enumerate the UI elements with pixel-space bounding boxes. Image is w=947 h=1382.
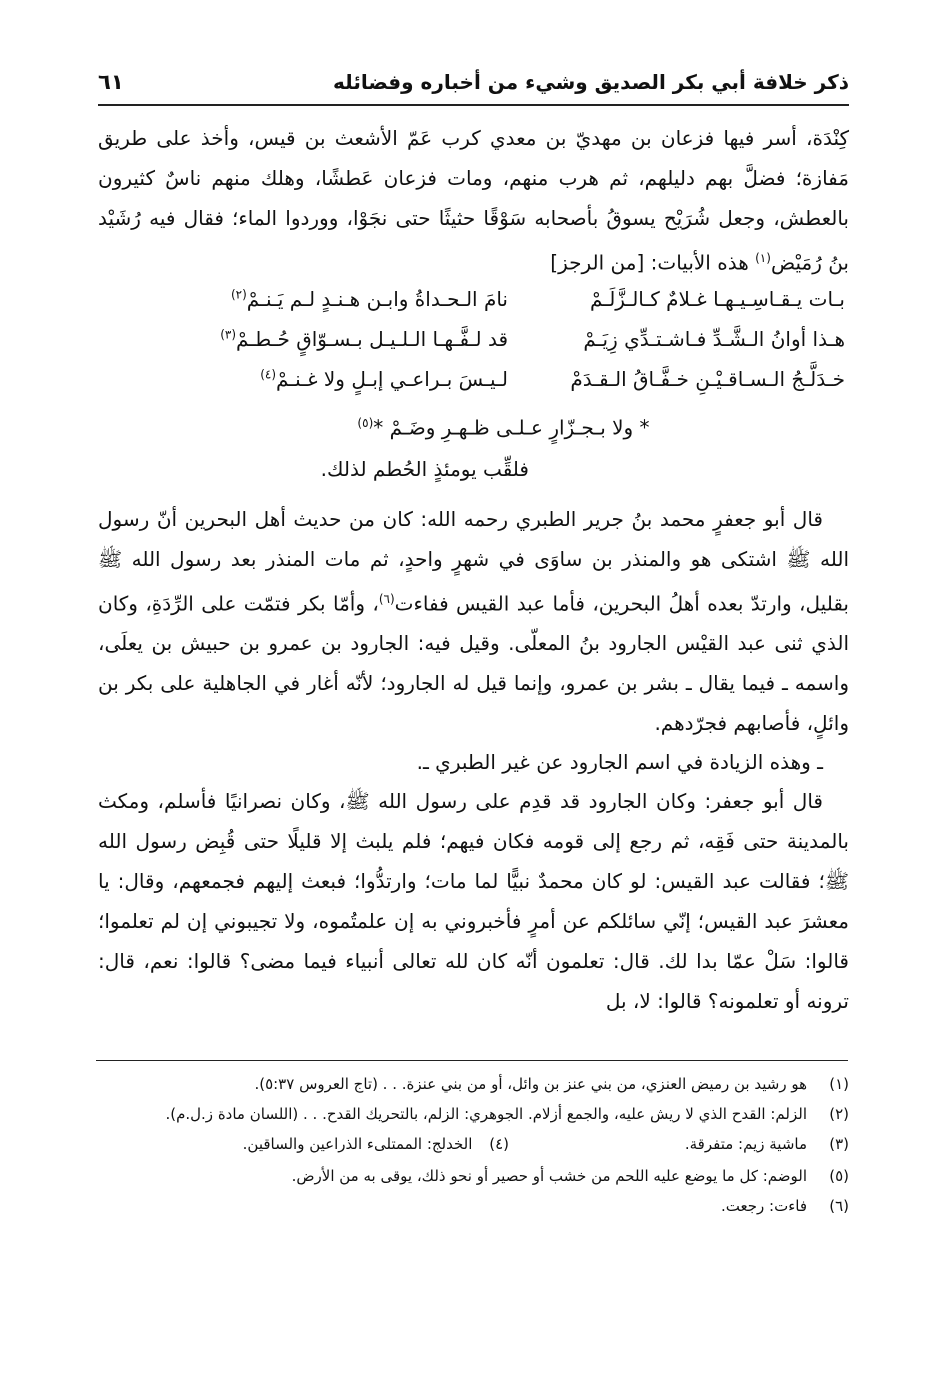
footnote-row [98, 1132, 849, 1158]
header-rule [98, 104, 849, 106]
paragraph-2-tail: ، وأمّا بكر فتمّت على الرِّدَةِ، وكان الذي ثنى عبد القيْس الجارود بنُ المعلّى. وقيل فيه: الجارود بن عمرو بن حبيش بن يعلَى، واسمه ـ فيما يقال ـ بشر بن عمرو، وإنما قيل له الجارود؛ لأنّه أغار في الجاهلية على بكر بن وائلٍ، فأصابهم فجرّدهم. [98, 591, 849, 736]
verse-hemistich-left-text: قد لـفَّـهـا الـلـيـل بـسـوّاقٍ حُـطـمْ [236, 326, 508, 351]
footnote-ref-1: (١) [755, 251, 771, 265]
verse-hemistich-right: هـذا أوانُ الـشَّـدِّ فـاشـتـدِّي زِيَـمْ [583, 326, 845, 351]
footnote-rule [96, 1060, 848, 1061]
main-text [98, 118, 849, 1021]
footnote-ref-6: (٦) [378, 591, 395, 606]
footnote-ref-2: (٢) [230, 287, 247, 301]
paragraph-1-text: كِنْدَة، أسر فيها فزعان بن مهديّ بن معدي كرب عَمّ الأشعث بن قيس، وأخذ على طريق مَفازة؛ فضلَّ بهم دليلهم، ثم هرب منهم، ومات فزعان عَطشًا، وهلك منهم ناسٌ كثيرون بالعطش، وجعل شُرَيْح يسوقُ بأصحابه سَوْقًا حثيثًا حتى نجَوْا، ووردوا الماء؛ فقال فيه رُشَيْد بنُ رُمَيْض [98, 126, 849, 275]
footnotes [98, 1072, 849, 1224]
footnote-item [98, 1102, 849, 1126]
footnote-text: هو رشيد بن رميض العنزي، من بني عنز بن وائل، أو من بني عنزة. . . (تاج العروس ٥:٣٧). [254, 1075, 807, 1093]
footnote-number: (١) [829, 1075, 849, 1093]
footnote-text: الزلم: القدح الذي لا ريش عليه، والجمع أزلام. الجوهري: الزلم، بالتحريك القدح. . . (اللسان مادة ز.ل.م). [165, 1105, 807, 1123]
verse-hemistich-left [178, 287, 508, 311]
editor-note: ـ وهذه الزيادة في اسم الجارود عن غير الطبري ـ. [416, 750, 823, 775]
paragraph-1-tail: هذه الأبيات: [من الرجز] [550, 250, 756, 275]
verse-hemistich-left-text: لـيـسَ بـراعـي إبـلٍ ولا غـنـمْ [276, 366, 508, 391]
footnote-text: الخدلج: الممتلىء الذراعين والساقين. [242, 1135, 473, 1153]
verse-final-line [98, 403, 849, 443]
paragraph-2 [98, 499, 849, 744]
footnote-item [685, 1132, 849, 1156]
footnote-ref-5: (٥) [357, 415, 374, 430]
verse-line [98, 363, 849, 403]
paragraph-1 [98, 118, 849, 283]
verse-hemistich-right: بـات يـقـاسِـيـهـا غـلامٌ كـالـزَّلَـمْ [590, 286, 845, 311]
running-header [98, 66, 849, 102]
verse-hemistich-left [178, 327, 508, 351]
footnote-text: الوضم: كل ما يوضع عليه اللحم من خشب أو حصير أو نحو ذلك، يوقى به من الأرض. [291, 1167, 807, 1185]
footnote-item [98, 1072, 849, 1096]
footnote-ref-4: (٤) [260, 367, 277, 381]
footnote-number: (٤) [489, 1135, 509, 1153]
paragraph-2-text: قال أبو جعفرٍ محمد بنُ جرير الطبري رحمه الله: كان من حديث أهل البحرين أنّ رسول الله ﷺ اشتكى هو والمنذر بن ساوَى في شهرٍ واحدٍ، ثم مات المنذر بعد رسول الله ﷺ بقليل، وارتدّ بعده أهلُ البحرين، فأما عبد القيس ففاءت [98, 506, 849, 616]
footnote-item [98, 1164, 849, 1188]
page-number: ٦١ [98, 70, 124, 94]
verse-outcome: فلقِّب يومئذٍ الحُطم لذلك. [320, 456, 529, 481]
footnote-number: (٢) [829, 1105, 849, 1123]
footnote-text: ماشية زيم: متفرقة. [684, 1135, 807, 1153]
footnote-item [98, 1194, 849, 1218]
verse-final-text: * ولا بـجـزّارٍ عـلـى ظـهـرِ وضَـمْ * [373, 415, 650, 440]
footnote-text: فاءت: رجعت. [721, 1197, 807, 1215]
verse-hemistich-right: خـدَلَّـجُ الـسـاقـيْـنِ خـفَّـاقُ الـقـدَمْ [570, 366, 845, 391]
footnote-item [243, 1132, 509, 1156]
chapter-title: ذكر خلافة أبي بكر الصديق وشيء من أخباره وفضائله [333, 70, 849, 94]
verse-line [98, 283, 849, 323]
footnote-ref-3: (٣) [220, 327, 237, 341]
verse-hemistich-left-text: نامَ الـحـداةُ وابـن هـنـدٍ لـم يَـنـمْ [246, 286, 508, 311]
verse-line [98, 323, 849, 363]
paragraph-3: قال أبو جعفر: وكان الجارود قد قدِم على رسول الله ﷺ، وكان نصرانيًا فأسلم، ومكث بالمدينة حتى فَقِه، ثم رجع إلى قومه فكان فيهم؛ فلم يلبث إلا قليلًا حتى قُبِض رسول الله ﷺ؛ فقالت عبد القيس: لو كان محمدٌ نبيًّا لما مات؛ وارتدُّوا؛ فبعث إليهم فجمعهم، وقال: يا معشرَ عبد القيس؛ إنّي سائلكم عن أمرٍ فأخبروني به إن علمتُموه، ولا تجيبوني إن لم تعلموا؛ قالوا: سَلْ عمّا بدا لك. قال: تعلمون أنّه كان لله تعالى أنبياء فيما مضى؟ قالوا: نعم، قال: ترونه أو تعلمونه؟ قالوا: لا، بل [98, 789, 849, 1014]
footnote-number: (٦) [829, 1197, 849, 1215]
footnote-number: (٣) [829, 1135, 849, 1153]
footnote-number: (٥) [829, 1167, 849, 1185]
verse-hemistich-left [178, 367, 508, 391]
